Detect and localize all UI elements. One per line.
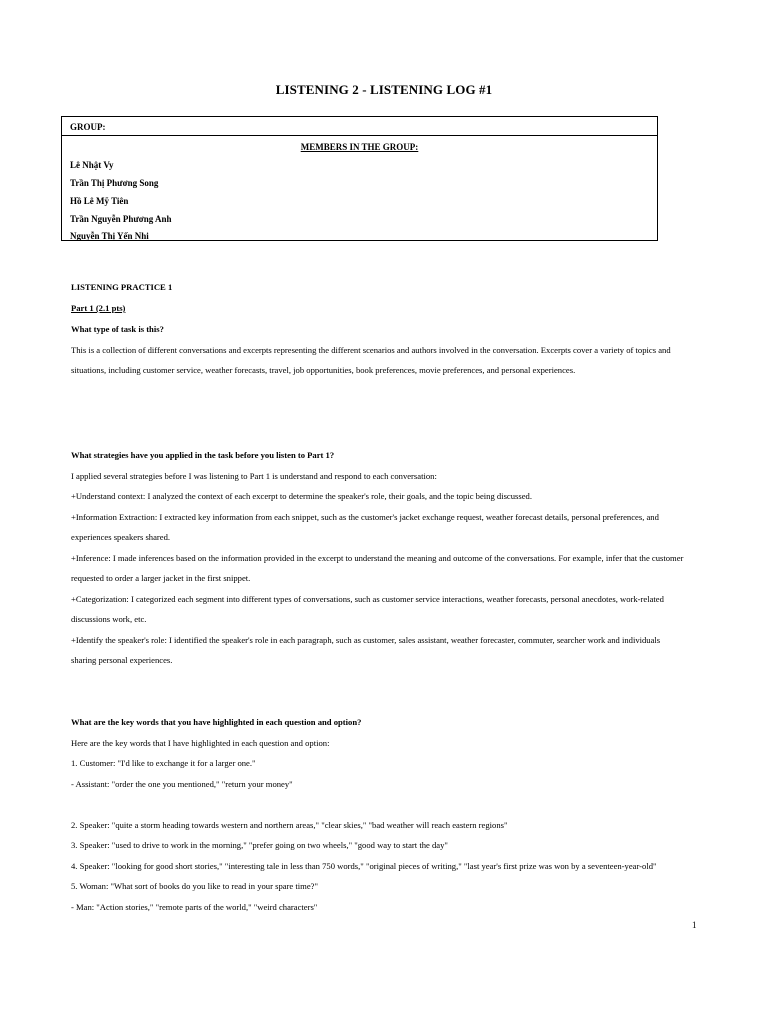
answer-line: +Categorization: I categorized each segment into different types of conversations, such as customer service interactions, weather forecasts, personal anecdotes, work-related [71, 594, 664, 604]
group-divider [62, 135, 657, 136]
answer-line: requested to order a larger jacket in the first snippet. [71, 573, 251, 583]
answer-line: - Assistant: "order the one you mentioned," "return your money" [71, 779, 293, 789]
member-name: Lê Nhật Vy [70, 160, 114, 170]
answer-line: 4. Speaker: "looking for good short stories," "interesting tale in less than 750 words," "original pieces of writing," "last year's first prize was won by a seventeen-year-old" [71, 861, 657, 871]
group-label: GROUP: [70, 122, 106, 132]
answer-line: 5. Woman: "What sort of books do you like to read in your spare time?" [71, 881, 318, 891]
member-name: Trần Thị Phương Song [70, 178, 159, 188]
members-heading: MEMBERS IN THE GROUP: [300, 142, 419, 152]
answer-line: +Inference: I made inferences based on the information provided in the excerpt to understand the meaning and outcome of the conversations. For example, infer that the customer [71, 553, 684, 563]
answer-line: - Man: "Action stories," "remote parts of the world," "weird characters" [71, 902, 318, 912]
question-task-type: What type of task is this? [71, 324, 164, 334]
answer-line: 3. Speaker: "used to drive to work in the morning," "prefer going on two wheels," "good way to start the day" [71, 840, 448, 850]
question-key-words: What are the key words that you have highlighted in each question and option? [71, 717, 362, 727]
answer-line: experiences speakers shared. [71, 532, 171, 542]
member-name: Trần Nguyễn Phương Anh [70, 214, 172, 224]
part-heading: Part 1 (2.1 pts) [71, 303, 126, 313]
group-table [61, 116, 658, 241]
question-strategies: What strategies have you applied in the task before you listen to Part 1? [71, 450, 335, 460]
answer-line: discussions work, etc. [71, 614, 147, 624]
document-title: LISTENING 2 - LISTENING LOG #1 [275, 82, 493, 97]
practice-heading: LISTENING PRACTICE 1 [71, 282, 173, 292]
member-name: Nguyễn Thị Yến Nhi [70, 231, 149, 241]
answer-line: I applied several strategies before I was listening to Part 1 is understand and respond to each conversation: [71, 471, 437, 481]
answer-line: 2. Speaker: "quite a storm heading towards western and northern areas," "clear skies," "bad weather will reach eastern regions" [71, 820, 508, 830]
member-name: Hồ Lê Mỹ Tiên [70, 196, 129, 206]
answer-line: +Information Extraction: I extracted key information from each snippet, such as the customer's jacket exchange request, weather forecast details, personal preferences, and [71, 512, 659, 522]
answer-line: 1. Customer: "I'd like to exchange it for a larger one." [71, 758, 256, 768]
answer-line: sharing personal experiences. [71, 655, 173, 665]
page-number: 1 [692, 920, 697, 930]
answer-line: Here are the key words that I have highlighted in each question and option: [71, 738, 330, 748]
answer-line: This is a collection of different conversations and excerpts representing the different scenarios and authors involved in the conversation. Excerpts cover a variety of topics and [71, 345, 671, 355]
answer-line: +Understand context: I analyzed the context of each excerpt to determine the speaker's role, their goals, and the topic being discussed. [71, 491, 532, 501]
answer-line: situations, including customer service, weather forecasts, travel, job opportunities, book preferences, movie preferences, and personal experiences. [71, 365, 576, 375]
answer-line: +Identify the speaker's role: I identified the speaker's role in each paragraph, such as customer, sales assistant, weather forecaster, commuter, searcher work and individuals [71, 635, 661, 645]
